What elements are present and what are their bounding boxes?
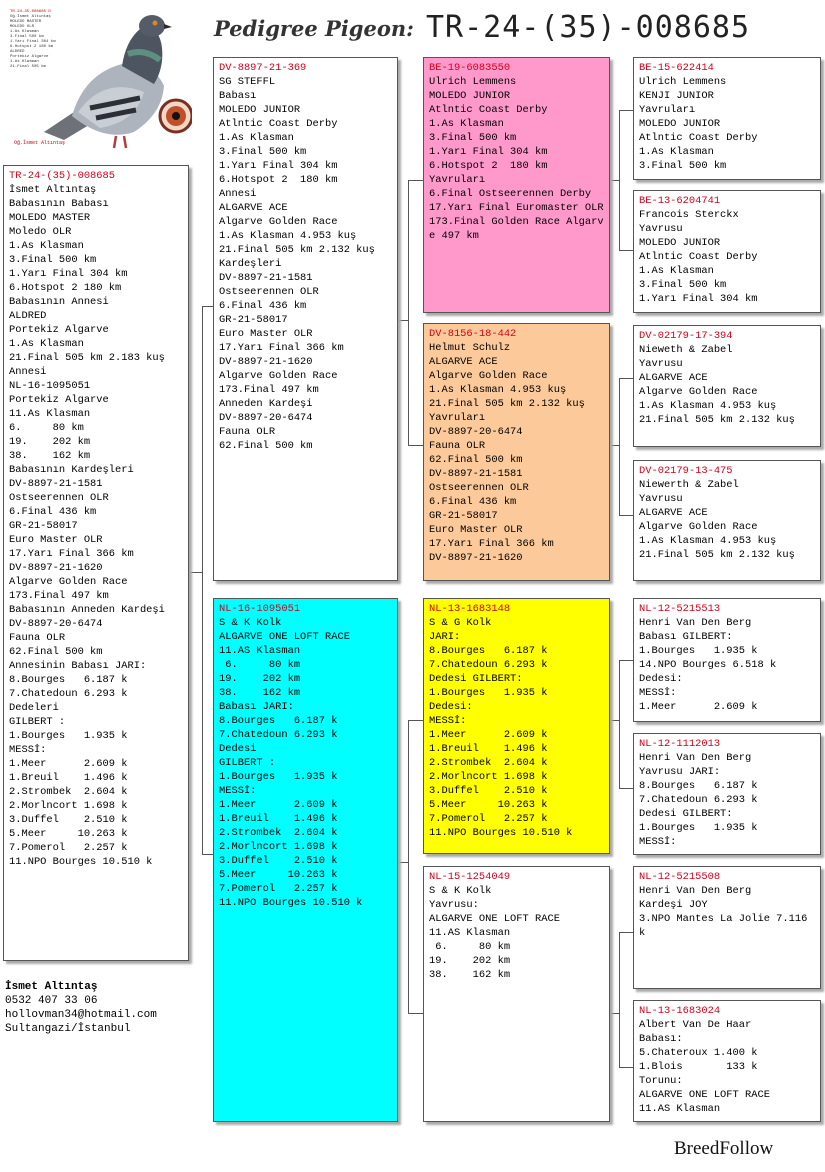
pedigree-line: Annesi — [219, 188, 257, 200]
pigeon-photo — [4, 4, 192, 152]
pedigree-line: Yavruları — [639, 104, 696, 116]
pedigree-line: 21.Final 505 km 2.132 kuş — [219, 244, 375, 256]
pedigree-line: Torunu: — [639, 1075, 683, 1087]
page-title-ring: TR-24-(35)-008685 — [426, 10, 751, 45]
pedigree-box-sire-sire — [423, 57, 610, 313]
connector-line — [610, 1013, 619, 1014]
pedigree-line: 6.Final 436 km — [9, 506, 97, 518]
pedigree-line: Yavrusu — [639, 358, 683, 370]
pedigree-line: Babasının Babası — [9, 198, 109, 210]
pedigree-line: JARI: — [429, 631, 461, 643]
ring-number: NL-15-1254049 — [429, 871, 511, 883]
pedigree-line: Ostseerennen OLR — [9, 492, 109, 504]
pedigree-line: 5.Meer 10.263 k — [219, 869, 338, 881]
pedigree-line: 21.Final 505 km 2.132 kuş — [429, 398, 585, 410]
pedigree-line: Anneden Kardeşi — [219, 398, 313, 410]
pedigree-line: 14.NPO Bourges 6.518 k — [639, 659, 777, 671]
pedigree-line: Dedeleri — [9, 702, 59, 714]
pedigree-line: ALGARVE ONE LOFT RACE — [219, 631, 350, 643]
pedigree-line: 173.Final 497 km — [219, 384, 319, 396]
pedigree-line: Babası: — [639, 1033, 683, 1045]
pedigree-line: Euro Master OLR — [9, 534, 103, 546]
pedigree-line: GILBERT : — [9, 716, 66, 728]
pedigree-line: 7.Chatedoun 6.293 k — [429, 659, 548, 671]
pedigree-box-sds — [633, 325, 821, 447]
connector-line — [408, 720, 423, 721]
pedigree-line: 1.As Klasman — [219, 132, 294, 144]
connector-line — [619, 660, 620, 788]
pedigree-line: 6. 80 km — [9, 422, 84, 434]
pedigree-box-sire-dam — [423, 323, 610, 581]
pedigree-line: 11.AS Klasman — [639, 1103, 721, 1115]
connector-line — [398, 862, 408, 863]
pedigree-line: Dedesi GILBERT: — [639, 808, 733, 820]
connector-line — [619, 932, 620, 1067]
connector-line — [619, 250, 633, 251]
pedigree-line: 3.Duffel 2.510 k — [219, 855, 338, 867]
pedigree-line: 11.NPO Bourges 10.510 k — [429, 827, 573, 839]
pedigree-line: Dedesi GILBERT: — [429, 673, 523, 685]
pedigree-line: 7.Chatedoun 6.293 k — [639, 794, 758, 806]
pedigree-box-dam — [213, 598, 398, 1122]
pedigree-line: ALGARVE ACE — [429, 356, 498, 368]
pedigree-line: Yavrusu: — [429, 899, 479, 911]
pedigree-line: 1.Yarı Final 304 km — [429, 146, 548, 158]
photo-caption-line: MOLEDO OLR — [10, 25, 35, 29]
pedigree-line: 62.Final 500 km — [429, 454, 523, 466]
pedigree-box-dam-sire — [423, 598, 610, 854]
photo-caption-line: 3.Final 500 km — [10, 35, 44, 39]
pedigree-line: 1.Yarı Final 304 km — [219, 160, 338, 172]
pedigree-line: 5.Meer 10.263 k — [429, 799, 548, 811]
ring-number: BE-15-622414 — [639, 62, 714, 74]
pedigree-line: DV-8897-20-6474 — [429, 426, 523, 438]
photo-brand: Oğ.İsmet Altıntaş — [14, 140, 66, 146]
pedigree-line: 1.Yarı Final 304 km — [639, 293, 758, 305]
pedigree-box-sdd — [633, 460, 821, 581]
pedigree-line: 2.Strombek 2.604 k — [9, 786, 128, 798]
pedigree-line: NL-16-1095051 — [9, 380, 91, 392]
pedigree-line: 7.Pomerol 2.257 k — [9, 842, 128, 854]
photo-caption-line: ALDRED — [10, 50, 25, 54]
pedigree-line: Atlntic Coast Derby — [429, 104, 548, 116]
pedigree-line: 1.As Klasman 4.953 kuş — [639, 535, 777, 547]
pedigree-line: 38. 162 km — [429, 969, 511, 981]
pedigree-line: Fauna OLR — [9, 632, 66, 644]
pedigree-box-sire — [213, 57, 398, 581]
owner-name: İsmet Altıntaş — [5, 981, 98, 993]
pedigree-line: 2.Morlncort 1.698 k — [9, 800, 128, 812]
connector-line — [202, 306, 213, 307]
pedigree-line: İsmet Altıntaş — [9, 184, 97, 196]
pigeon-image — [4, 4, 192, 152]
photo-caption-line: Oğ.İsmet Altıntaş — [10, 15, 51, 19]
pedigree-line: Moledo OLR — [9, 226, 72, 238]
ring-number: NL-12-5215508 — [639, 871, 721, 883]
pedigree-line: 2.Strombek 2.604 k — [429, 757, 548, 769]
pedigree-line: 17.Yarı Final 366 km — [9, 548, 134, 560]
connector-line — [408, 445, 423, 446]
pedigree-line: Euro Master OLR — [219, 328, 313, 340]
pedigree-line: 1.As Klasman — [9, 240, 84, 252]
pedigree-line: 1.Bourges 1.935 k — [429, 687, 548, 699]
ring-number: NL-13-1683148 — [429, 603, 511, 615]
photo-caption-line: 1.As Klasman — [10, 30, 39, 34]
pedigree-line: 6. 80 km — [219, 659, 301, 671]
pedigree-line: 21.Final 505 km 2.183 kuş — [9, 352, 165, 364]
pedigree-line: DV-8897-21-1581 — [9, 478, 103, 490]
pedigree-line: Henri Van Den Berg — [639, 752, 752, 764]
pedigree-line: Babasının Kardeşleri — [9, 464, 134, 476]
pedigree-line: SG STEFFL — [219, 76, 276, 88]
pedigree-line: 11.NPO Bourges 10.510 k — [9, 856, 153, 868]
connector-line — [202, 854, 213, 855]
pedigree-line: 7.Pomerol 2.257 k — [219, 883, 338, 895]
pedigree-box-dds — [633, 866, 821, 989]
connector-line — [408, 180, 409, 445]
pedigree-line: Dedesi: — [429, 701, 473, 713]
pedigree-line: Kardeşleri — [219, 258, 282, 270]
pedigree-line: 8.Bourges 6.187 k — [219, 715, 338, 727]
pedigree-line: Henri Van Den Berg — [639, 885, 752, 897]
pedigree-line: GILBERT : — [219, 757, 276, 769]
pedigree-line: 1.As Klasman 4.953 kuş — [429, 384, 567, 396]
connector-line — [619, 378, 620, 515]
pedigree-line: Dedesi — [219, 743, 257, 755]
pedigree-line: 11.AS Klasman — [219, 645, 301, 657]
pedigree-line: 1.As Klasman 4.953 kuş — [639, 400, 777, 412]
pedigree-line: GR-21-58017 — [429, 510, 498, 522]
pedigree-line: 1.Bourges 1.935 k — [9, 730, 128, 742]
pedigree-line: MOLEDO JUNIOR — [639, 237, 721, 249]
pedigree-line: 1.As Klasman — [9, 338, 84, 350]
pedigree-line: 1.As Klasman 4.953 kuş — [219, 230, 357, 242]
owner-email[interactable]: hollovman34@hotmail.com — [5, 1009, 157, 1021]
pedigree-line: 1.As Klasman — [639, 265, 714, 277]
pedigree-line: 19. 202 km — [9, 436, 91, 448]
pedigree-line: Algarve Golden Race — [219, 370, 338, 382]
pedigree-line: Atlntic Coast Derby — [219, 118, 338, 130]
ring-number: NL-16-1095051 — [219, 603, 301, 615]
pedigree-line: 3.Final 500 km — [429, 132, 517, 144]
pedigree-line: MOLEDO MASTER — [9, 212, 91, 224]
connector-line — [619, 110, 620, 250]
pedigree-line: ALGARVE ONE LOFT RACE — [639, 1089, 770, 1101]
pedigree-line: 6.Hotspot 2 180 km — [429, 160, 548, 172]
pedigree-line: 6.Hotspot 2 180 km — [9, 282, 122, 294]
pedigree-line: Algarve Golden Race — [639, 521, 758, 533]
pedigree-line: 11.AS Klasman — [429, 927, 511, 939]
pedigree-line: Albert Van De Haar — [639, 1019, 752, 1031]
pedigree-line: 1.Yarı Final 304 km — [9, 268, 128, 280]
pedigree-line: Portekiz Algarve — [9, 324, 109, 336]
pedigree-line: ALGARVE ACE — [219, 202, 288, 214]
ring-number: DV-8156-18-442 — [429, 328, 517, 340]
connector-line — [408, 180, 423, 181]
pedigree-line: MESSİ: — [219, 785, 257, 797]
pedigree-line: 62.Final 500 km — [9, 646, 103, 658]
pedigree-line: Algarve Golden Race — [9, 576, 128, 588]
pedigree-line: 7.Chatedoun 6.293 k — [219, 729, 338, 741]
pedigree-line: 3.Final 500 km — [219, 146, 307, 158]
pedigree-line: 1.Bourges 1.935 k — [639, 645, 758, 657]
ring-number: DV-02179-17-394 — [639, 330, 733, 342]
photo-caption-line: TR-24-35-008685 D — [10, 10, 51, 14]
pedigree-line: Fauna OLR — [429, 440, 486, 452]
connector-line — [610, 445, 619, 446]
pedigree-box-dsd — [633, 733, 821, 855]
pedigree-line: Annesinin Babası JARI: — [9, 660, 147, 672]
pedigree-line: 7.Pomerol 2.257 k — [429, 813, 548, 825]
pedigree-line: 2.Morlncort 1.698 k — [219, 841, 338, 853]
photo-caption-line: 21.Final 505 km — [10, 65, 47, 69]
footer-brand: BreedFollow — [674, 1138, 774, 1159]
ring-number: DV-8897-21-369 — [219, 62, 307, 74]
pedigree-line: 1.Bourges 1.935 k — [219, 771, 338, 783]
pedigree-line: 1.Meer 2.609 k — [219, 799, 338, 811]
pedigree-box-sss — [633, 57, 821, 180]
connector-line — [619, 660, 633, 661]
pedigree-line: 17.Yarı Final Euromaster OLR — [429, 202, 604, 214]
pedigree-line: Atlntic Coast Derby — [639, 132, 758, 144]
pedigree-line: ALGARVE ACE — [639, 372, 708, 384]
pedigree-line: Algarve Golden Race — [429, 370, 548, 382]
photo-caption-line: MOLEDO MASTER — [10, 20, 42, 24]
pedigree-line: S & G Kolk — [429, 617, 492, 629]
pedigree-line: 3.Final 500 km — [9, 254, 97, 266]
pedigree-line: DV-8897-20-6474 — [219, 412, 313, 424]
connector-line — [408, 1013, 423, 1014]
pedigree-box-ssd — [633, 190, 821, 313]
pedigree-line: 1.As Klasman — [429, 118, 504, 130]
pedigree-line: Yavruları — [429, 174, 486, 186]
pedigree-line: MOLEDO JUNIOR — [219, 104, 301, 116]
pedigree-line: 3.NPO Mantes La Jolie 7.116 k — [639, 913, 814, 939]
ring-number: NL-12-5215513 — [639, 603, 721, 615]
pedigree-line: Helmut Schulz — [429, 342, 511, 354]
pedigree-line: 21.Final 505 km 2.132 kuş — [639, 549, 795, 561]
pedigree-line: 2.Strombek 2.604 k — [219, 827, 338, 839]
pedigree-line: MESSİ: — [639, 836, 677, 848]
pedigree-line: DV-8897-21-1581 — [429, 468, 523, 480]
photo-caption-line: 6.Hotspot 2 180 km — [10, 45, 54, 49]
pedigree-line: Annesi — [9, 366, 47, 378]
connector-line — [408, 720, 409, 1013]
connector-line — [619, 788, 633, 789]
connector-line — [619, 378, 633, 379]
pedigree-line: MOLEDO JUNIOR — [639, 118, 721, 130]
pedigree-line: Kardeşi JOY — [639, 899, 708, 911]
pedigree-line: 1.Breuil 1.496 k — [9, 772, 128, 784]
owner-phone: 0532 407 33 06 — [5, 995, 98, 1007]
pedigree-line: 173.Final Golden Race Algarve 497 km — [429, 216, 604, 242]
pedigree-line: GR-21-58017 — [219, 314, 288, 326]
connector-line — [619, 1067, 633, 1068]
pedigree-line: ALGARVE ONE LOFT RACE — [429, 913, 560, 925]
pedigree-line: 3.Final 500 km — [639, 160, 727, 172]
pedigree-line: DV-8897-20-6474 — [9, 618, 103, 630]
pedigree-line: 8.Bourges 6.187 k — [429, 645, 548, 657]
pedigree-line: Babası — [219, 90, 257, 102]
page-label: Pedigree Pigeon: — [214, 16, 414, 41]
pedigree-line: Babasının Annesi — [9, 296, 109, 308]
pedigree-line: 6.Hotspot 2 180 km — [219, 174, 338, 186]
photo-caption-line: 1.Yarı Final 304 km — [10, 40, 56, 44]
pedigree-line: 1.Breuil 1.496 k — [429, 743, 548, 755]
pedigree-line: Yavrusu — [639, 493, 683, 505]
pedigree-line: ALDRED — [9, 310, 47, 322]
pedigree-line: Algarve Golden Race — [219, 216, 338, 228]
pedigree-line: DV-8897-21-1581 — [219, 272, 313, 284]
pedigree-line: Fauna OLR — [219, 426, 276, 438]
pedigree-box-dam-dam — [423, 866, 610, 1122]
pedigree-line: 1.As Klasman — [639, 146, 714, 158]
pedigree-line: 17.Yarı Final 366 km — [429, 538, 554, 550]
pedigree-box-ddd — [633, 1000, 821, 1122]
pedigree-line: 3.Final 500 km — [639, 279, 727, 291]
pedigree-line: 1.Meer 2.609 k — [9, 758, 128, 770]
pedigree-line: GR-21-58017 — [9, 520, 78, 532]
pedigree-line: 8.Bourges 6.187 k — [9, 674, 128, 686]
pedigree-line: Atlntic Coast Derby — [639, 251, 758, 263]
pedigree-line: 21.Final 505 km 2.132 kuş — [639, 414, 795, 426]
photo-caption-line: Portekiz Algarve — [10, 55, 49, 59]
pedigree-line: 17.Yarı Final 366 km — [219, 342, 344, 354]
pedigree-line: Ulrich Lemmens — [639, 76, 727, 88]
pedigree-line: 38. 162 km — [9, 450, 91, 462]
pedigree-line: Babası JARI: — [219, 701, 294, 713]
pedigree-line: 8.Bourges 6.187 k — [639, 780, 758, 792]
ring-number: BE-13-6204741 — [639, 195, 721, 207]
pedigree-line: Portekiz Algarve — [9, 394, 109, 406]
pedigree-line: Francois Sterckx — [639, 209, 739, 221]
pedigree-line: 2.Morlncort 1.698 k — [429, 771, 548, 783]
pedigree-line: Niewerth & Zabel — [639, 479, 739, 491]
pedigree-line: Babasının Anneden Kardeşi — [9, 604, 165, 616]
connector-line — [398, 320, 408, 321]
ring-number: NL-12-1112013 — [639, 738, 721, 750]
pedigree-line: Yavrusu — [639, 223, 683, 235]
pedigree-line: MESSİ: — [429, 715, 467, 727]
pedigree-line: KENJI JUNIOR — [639, 90, 714, 102]
connector-line — [189, 572, 202, 573]
connector-line — [619, 515, 633, 516]
pedigree-line: Ostseerennen OLR — [219, 286, 319, 298]
pedigree-line: 6.Final 436 km — [429, 496, 517, 508]
pedigree-line: 38. 162 km — [219, 687, 301, 699]
ring-number: NL-13-1683024 — [639, 1005, 721, 1017]
pedigree-line: 19. 202 km — [429, 955, 511, 967]
connector-line — [619, 110, 633, 111]
pedigree-box-main — [3, 165, 189, 961]
pedigree-line: Algarve Golden Race — [639, 386, 758, 398]
pedigree-line: 1.Blois 133 k — [639, 1061, 758, 1073]
pedigree-line: 173.Final 497 km — [9, 590, 109, 602]
pedigree-line: MOLEDO JUNIOR — [429, 90, 511, 102]
photo-caption-line: 1.As Klasman — [10, 60, 39, 64]
connector-line — [610, 180, 619, 181]
ring-number: DV-02179-13-475 — [639, 465, 733, 477]
ring-number: TR-24-(35)-008685 — [9, 170, 116, 182]
pedigree-line: Yavruları — [429, 412, 486, 424]
pedigree-line: S & K Kolk — [219, 617, 282, 629]
pedigree-box-dss — [633, 598, 821, 722]
pedigree-line: ALGARVE ACE — [639, 507, 708, 519]
connector-line — [619, 932, 633, 933]
pedigree-line: 19. 202 km — [219, 673, 301, 685]
pedigree-line: 5.Meer 10.263 k — [9, 828, 128, 840]
pedigree-line: Dedesi: — [639, 673, 683, 685]
pedigree-line: 7.Chatedoun 6.293 k — [9, 688, 128, 700]
pedigree-line: 1.Meer 2.609 k — [639, 701, 758, 713]
pedigree-line: 5.Chateroux 1.400 k — [639, 1047, 758, 1059]
pedigree-line: Babası GILBERT: — [639, 631, 733, 643]
pedigree-line: 6.Final 436 km — [219, 300, 307, 312]
pedigree-line: 3.Duffel 2.510 k — [9, 814, 128, 826]
pedigree-line: Nieweth & Zabel — [639, 344, 733, 356]
pedigree-line: S & K Kolk — [429, 885, 492, 897]
pedigree-line: MESSİ: — [9, 744, 47, 756]
pedigree-line: 6.Final Ostseerennen Derby — [429, 188, 592, 200]
pedigree-line: 1.Breuil 1.496 k — [219, 813, 338, 825]
pedigree-line: Euro Master OLR — [429, 524, 523, 536]
pedigree-line: Henri Van Den Berg — [639, 617, 752, 629]
pedigree-line: 6. 80 km — [429, 941, 511, 953]
owner-location: Sultangazi/İstanbul — [5, 1023, 131, 1035]
pedigree-line: DV-8897-21-1620 — [9, 562, 103, 574]
pedigree-line: Ulrich Lemmens — [429, 76, 517, 88]
pedigree-line: DV-8897-21-1620 — [219, 356, 313, 368]
pedigree-line: 11.As Klasman — [9, 408, 91, 420]
pedigree-line: 1.Meer 2.609 k — [429, 729, 548, 741]
connector-line — [202, 306, 203, 854]
pedigree-line: DV-8897-21-1620 — [429, 552, 523, 564]
pedigree-line: MESSİ: — [639, 687, 677, 699]
ring-number: BE-19-6083550 — [429, 62, 511, 74]
pedigree-line: 11.NPO Bourges 10.510 k — [219, 897, 363, 909]
owner-contact — [5, 980, 157, 1036]
pedigree-line: 3.Duffel 2.510 k — [429, 785, 548, 797]
pedigree-line: Ostseerennen OLR — [429, 482, 529, 494]
pedigree-line: 62.Final 500 km — [219, 440, 313, 452]
connector-line — [610, 720, 619, 721]
pedigree-line: Yavrusu JARI: — [639, 766, 721, 778]
pedigree-line: 1.Bourges 1.935 k — [639, 822, 758, 834]
